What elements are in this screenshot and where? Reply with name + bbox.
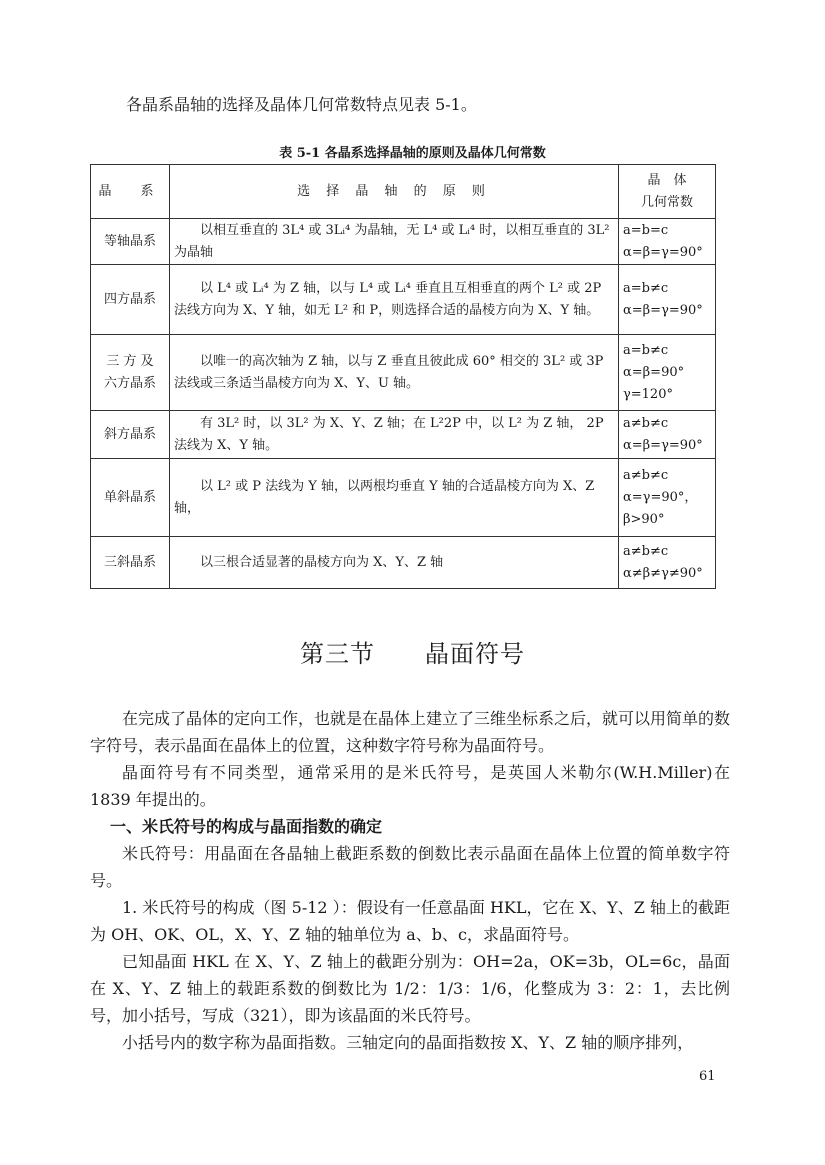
table-caption: 表 5-1 各晶系选择晶轴的原则及晶体几何常数 <box>279 146 546 161</box>
system-cell: 三 方 及 六方晶系 <box>91 335 170 411</box>
paragraph <box>90 840 730 1056</box>
system-cell: 三斜晶系 <box>91 537 170 589</box>
rule-cell: 以 L² 或 P 法线为 Y 轴，以两根均垂直 Y 轴的合适晶棱方向为 X、Z 轴， <box>174 478 595 516</box>
header-rule: 选 择 晶 轴 的 原 则 <box>170 165 619 219</box>
constants-cell: a≠b≠c α≠β≠γ≠90° <box>619 537 716 589</box>
paragraph-text: 米氏符号：用晶面在各晶轴上截距系数的倒数比表示晶面在晶体上位置的简单数字符号。 <box>90 844 730 890</box>
table-header-row <box>91 165 716 219</box>
constants-cell: a=b≠c α=β=90° γ=120° <box>619 335 716 411</box>
paragraph <box>90 705 730 813</box>
paragraph-text: 晶面符号有不同类型，通常采用的是米氏符号，是英国人米勒尔(W.H.Miller)在 1839 年提出的。 <box>90 763 730 809</box>
intro-sentence: 各晶系晶轴的选择及晶体几何常数特点见表 5-1。 <box>126 95 477 114</box>
subheading: 一、米氏符号的构成与晶面指数的确定 <box>110 817 383 836</box>
table-row <box>91 335 716 411</box>
constants-cell: a=b≠c α=β=γ=90° <box>619 265 716 335</box>
paragraph-text: 小括号内的数字称为晶面指数。三轴定向的晶面指数按 X、Y、Z 轴的顺序排列， <box>122 1033 694 1052</box>
table-row <box>91 537 716 589</box>
rule-cell: 以 L⁴ 或 Lᵢ⁴ 为 Z 轴，以与 L⁴ 或 Lᵢ⁴ 垂直且互相垂直的两个 L² 或 2P 法线方向为 X、Y 轴，如无 L² 和 P，则选择合适的晶棱方向为 X、Y 轴。 <box>174 280 602 318</box>
header-system: 晶 系 <box>91 165 170 219</box>
constants-cell: a≠b≠c α=β=γ=90° <box>619 411 716 459</box>
table-row <box>91 411 716 459</box>
paragraph-text: 已知晶面 HKL 在 X、Y、Z 轴上的截距分别为：OH=2a，OK=3b，OL=6c，晶面在 X、Y、Z 轴上的载距系数的倒数比为 1/2：1/3：1/6，化整成为 3：2：1，去比例号，加小括号，写成（321），即为该晶面的米氏符号。 <box>90 952 730 1025</box>
table-row <box>91 459 716 537</box>
paragraph-text: 在完成了晶体的定向工作，也就是在晶体上建立了三维坐标系之后，就可以用简单的数字符号，表示晶面在晶体上的位置，这种数字符号称为晶面符号。 <box>90 709 731 755</box>
crystal-systems-table <box>90 164 716 589</box>
table-row <box>91 219 716 265</box>
rule-cell: 以唯一的高次轴为 Z 轴，以与 Z 垂直且彼此成 60° 相交的 3L² 或 3P 法线或三条适当晶棱方向为 X、Y、U 轴。 <box>174 353 604 391</box>
system-cell: 四方晶系 <box>91 265 170 335</box>
system-cell: 单斜晶系 <box>91 459 170 537</box>
constants-cell: a≠b≠c α=γ=90°， β>90° <box>619 459 716 537</box>
constants-cell: a=b=c α=β=γ=90° <box>619 219 716 265</box>
header-constants: 晶 体 几何常数 <box>619 165 716 219</box>
rule-cell: 以相互垂直的 3L⁴ 或 3Lᵢ⁴ 为晶轴，无 L⁴ 或 Lᵢ⁴ 时，以相互垂直的 3L² 为晶轴 <box>174 222 610 260</box>
table-row <box>91 265 716 335</box>
rule-cell: 有 3L² 时，以 3L² 为 X、Y、Z 轴；在 L²2P 中，以 L² 为 Z 轴， 2P 法线为 X、Y 轴。 <box>174 415 604 453</box>
section-title: 第三节 晶面符号 <box>300 640 525 668</box>
rule-cell: 以三根合适显著的晶棱方向为 X、Y、Z 轴 <box>200 554 444 570</box>
system-cell: 等轴晶系 <box>91 219 170 265</box>
page-number: 61 <box>699 1069 716 1084</box>
system-cell: 斜方晶系 <box>91 411 170 459</box>
paragraph-text: 1. 米氏符号的构成（图 5-12 ）：假设有一任意晶面 HKL，它在 X、Y、Z 轴上的截距为 OH、OK、OL，X、Y、Z 轴的轴单位为 a、b、c，求晶面符号。 <box>90 898 730 944</box>
